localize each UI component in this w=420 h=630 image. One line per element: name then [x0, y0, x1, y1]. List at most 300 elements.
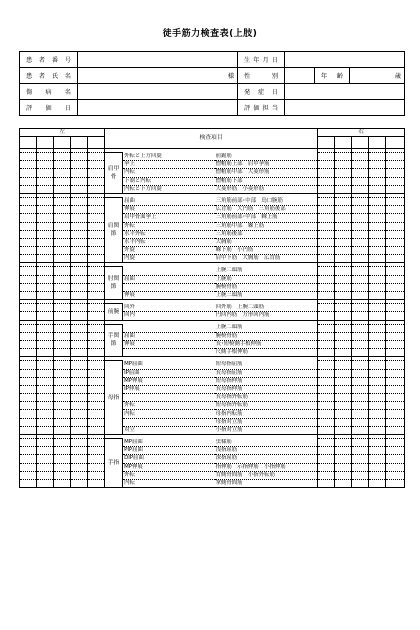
- right-score-cell[interactable]: [369, 161, 386, 169]
- left-score-cell[interactable]: [20, 177, 37, 185]
- right-score-cell[interactable]: [335, 340, 352, 348]
- right-score-cell[interactable]: [352, 230, 369, 238]
- right-score-cell[interactable]: [352, 304, 369, 312]
- left-score-cell[interactable]: [20, 418, 37, 426]
- left-score-cell[interactable]: [88, 267, 105, 275]
- left-score-cell[interactable]: [88, 247, 105, 255]
- left-score-cell[interactable]: [20, 340, 37, 348]
- left-score-cell[interactable]: [37, 455, 54, 463]
- left-score-cell[interactable]: [20, 324, 37, 332]
- left-score-cell[interactable]: [54, 439, 71, 447]
- left-score-cell[interactable]: [88, 410, 105, 418]
- right-score-cell[interactable]: [352, 177, 369, 185]
- left-score-cell[interactable]: [37, 402, 54, 410]
- right-score-cell[interactable]: [386, 394, 405, 402]
- disease-field[interactable]: [78, 84, 238, 100]
- right-score-cell[interactable]: [369, 304, 386, 312]
- right-score-cell[interactable]: [369, 267, 386, 275]
- right-score-cell[interactable]: [386, 349, 405, 357]
- right-score-cell[interactable]: [335, 222, 352, 230]
- right-score-cell[interactable]: [369, 230, 386, 238]
- left-score-cell[interactable]: [20, 161, 37, 169]
- left-score-cell[interactable]: [54, 426, 71, 434]
- right-score-cell[interactable]: [369, 463, 386, 471]
- right-score-cell[interactable]: [318, 402, 335, 410]
- left-score-cell[interactable]: [54, 340, 71, 348]
- right-score-cell[interactable]: [335, 324, 352, 332]
- left-score-cell[interactable]: [20, 304, 37, 312]
- right-score-cell[interactable]: [335, 418, 352, 426]
- right-score-cell[interactable]: [335, 447, 352, 455]
- right-score-cell[interactable]: [318, 385, 335, 393]
- left-score-cell[interactable]: [37, 238, 54, 246]
- left-score-cell[interactable]: [71, 177, 88, 185]
- left-score-cell[interactable]: [20, 230, 37, 238]
- right-score-cell[interactable]: [369, 369, 386, 377]
- left-score-cell[interactable]: [71, 463, 88, 471]
- right-score-cell[interactable]: [369, 255, 386, 263]
- right-score-cell[interactable]: [352, 349, 369, 357]
- left-score-cell[interactable]: [88, 153, 105, 161]
- left-score-cell[interactable]: [20, 214, 37, 222]
- right-score-cell[interactable]: [352, 479, 369, 487]
- right-score-cell[interactable]: [335, 426, 352, 434]
- left-score-cell[interactable]: [71, 361, 88, 369]
- right-score-cell[interactable]: [352, 377, 369, 385]
- right-score-cell[interactable]: [318, 283, 335, 291]
- right-score-cell[interactable]: [335, 238, 352, 246]
- right-score-cell[interactable]: [386, 463, 405, 471]
- left-score-cell[interactable]: [20, 197, 37, 205]
- right-score-cell[interactable]: [352, 255, 369, 263]
- left-score-cell[interactable]: [54, 369, 71, 377]
- left-score-cell[interactable]: [88, 230, 105, 238]
- left-score-cell[interactable]: [71, 197, 88, 205]
- right-score-cell[interactable]: [369, 247, 386, 255]
- left-score-cell[interactable]: [54, 230, 71, 238]
- right-score-cell[interactable]: [386, 324, 405, 332]
- left-score-cell[interactable]: [37, 349, 54, 357]
- left-score-cell[interactable]: [88, 161, 105, 169]
- left-score-cell[interactable]: [54, 385, 71, 393]
- right-score-cell[interactable]: [335, 267, 352, 275]
- left-score-cell[interactable]: [88, 283, 105, 291]
- right-score-cell[interactable]: [369, 394, 386, 402]
- right-score-cell[interactable]: [352, 471, 369, 479]
- left-score-cell[interactable]: [88, 426, 105, 434]
- right-score-cell[interactable]: [352, 222, 369, 230]
- left-score-cell[interactable]: [37, 222, 54, 230]
- left-score-cell[interactable]: [37, 169, 54, 177]
- right-score-cell[interactable]: [386, 340, 405, 348]
- left-score-cell[interactable]: [37, 177, 54, 185]
- left-score-cell[interactable]: [20, 349, 37, 357]
- left-score-cell[interactable]: [88, 238, 105, 246]
- left-score-cell[interactable]: [88, 275, 105, 283]
- right-score-cell[interactable]: [352, 324, 369, 332]
- right-score-cell[interactable]: [386, 418, 405, 426]
- age-field[interactable]: [350, 68, 405, 84]
- right-score-cell[interactable]: [352, 185, 369, 193]
- right-score-cell[interactable]: [386, 255, 405, 263]
- left-score-cell[interactable]: [71, 394, 88, 402]
- right-score-cell[interactable]: [352, 402, 369, 410]
- right-score-cell[interactable]: [352, 426, 369, 434]
- right-score-cell[interactable]: [318, 292, 335, 300]
- left-score-cell[interactable]: [20, 455, 37, 463]
- right-score-cell[interactable]: [386, 385, 405, 393]
- left-score-cell[interactable]: [54, 377, 71, 385]
- right-score-cell[interactable]: [369, 197, 386, 205]
- left-score-cell[interactable]: [54, 304, 71, 312]
- right-score-cell[interactable]: [369, 222, 386, 230]
- left-score-cell[interactable]: [37, 479, 54, 487]
- right-score-cell[interactable]: [386, 292, 405, 300]
- left-score-cell[interactable]: [71, 369, 88, 377]
- left-score-cell[interactable]: [37, 394, 54, 402]
- right-score-cell[interactable]: [369, 206, 386, 214]
- left-score-cell[interactable]: [37, 185, 54, 193]
- left-score-cell[interactable]: [88, 447, 105, 455]
- left-score-cell[interactable]: [54, 447, 71, 455]
- left-score-cell[interactable]: [20, 361, 37, 369]
- right-score-cell[interactable]: [352, 340, 369, 348]
- right-score-cell[interactable]: [318, 426, 335, 434]
- left-score-cell[interactable]: [54, 292, 71, 300]
- left-score-cell[interactable]: [37, 439, 54, 447]
- left-score-cell[interactable]: [37, 463, 54, 471]
- right-score-cell[interactable]: [335, 410, 352, 418]
- right-score-cell[interactable]: [335, 369, 352, 377]
- left-score-cell[interactable]: [71, 471, 88, 479]
- right-score-cell[interactable]: [369, 361, 386, 369]
- left-score-cell[interactable]: [54, 349, 71, 357]
- left-score-cell[interactable]: [20, 267, 37, 275]
- left-score-cell[interactable]: [88, 394, 105, 402]
- right-score-cell[interactable]: [369, 439, 386, 447]
- right-score-cell[interactable]: [352, 169, 369, 177]
- left-score-cell[interactable]: [54, 394, 71, 402]
- right-score-cell[interactable]: [369, 214, 386, 222]
- birth-date-field[interactable]: [285, 52, 405, 68]
- right-score-cell[interactable]: [369, 332, 386, 340]
- left-score-cell[interactable]: [88, 222, 105, 230]
- left-score-cell[interactable]: [71, 255, 88, 263]
- right-score-cell[interactable]: [386, 206, 405, 214]
- right-score-cell[interactable]: [318, 377, 335, 385]
- right-score-cell[interactable]: [386, 275, 405, 283]
- left-score-cell[interactable]: [71, 349, 88, 357]
- right-score-cell[interactable]: [335, 177, 352, 185]
- left-score-cell[interactable]: [54, 247, 71, 255]
- left-score-cell[interactable]: [37, 267, 54, 275]
- left-score-cell[interactable]: [88, 385, 105, 393]
- right-score-cell[interactable]: [318, 369, 335, 377]
- left-score-cell[interactable]: [37, 292, 54, 300]
- left-score-cell[interactable]: [71, 222, 88, 230]
- left-score-cell[interactable]: [71, 214, 88, 222]
- right-score-cell[interactable]: [318, 463, 335, 471]
- right-score-cell[interactable]: [352, 447, 369, 455]
- right-score-cell[interactable]: [352, 439, 369, 447]
- right-score-cell[interactable]: [369, 177, 386, 185]
- left-score-cell[interactable]: [88, 340, 105, 348]
- left-score-cell[interactable]: [71, 410, 88, 418]
- left-score-cell[interactable]: [20, 479, 37, 487]
- right-score-cell[interactable]: [318, 479, 335, 487]
- left-score-cell[interactable]: [37, 410, 54, 418]
- left-score-cell[interactable]: [71, 169, 88, 177]
- left-score-cell[interactable]: [54, 463, 71, 471]
- left-score-cell[interactable]: [71, 206, 88, 214]
- left-score-cell[interactable]: [71, 426, 88, 434]
- right-score-cell[interactable]: [386, 455, 405, 463]
- left-score-cell[interactable]: [88, 185, 105, 193]
- right-score-cell[interactable]: [386, 197, 405, 205]
- right-score-cell[interactable]: [352, 238, 369, 246]
- right-score-cell[interactable]: [369, 324, 386, 332]
- right-score-cell[interactable]: [352, 385, 369, 393]
- left-score-cell[interactable]: [54, 255, 71, 263]
- right-score-cell[interactable]: [386, 369, 405, 377]
- right-score-cell[interactable]: [369, 283, 386, 291]
- left-score-cell[interactable]: [71, 247, 88, 255]
- left-score-cell[interactable]: [20, 369, 37, 377]
- left-score-cell[interactable]: [54, 332, 71, 340]
- right-score-cell[interactable]: [352, 410, 369, 418]
- left-score-cell[interactable]: [54, 418, 71, 426]
- left-score-cell[interactable]: [37, 312, 54, 320]
- right-score-cell[interactable]: [352, 312, 369, 320]
- right-score-cell[interactable]: [318, 275, 335, 283]
- right-score-cell[interactable]: [335, 275, 352, 283]
- patient-name-field[interactable]: [78, 68, 238, 84]
- right-score-cell[interactable]: [318, 447, 335, 455]
- right-score-cell[interactable]: [335, 361, 352, 369]
- left-score-cell[interactable]: [71, 185, 88, 193]
- right-score-cell[interactable]: [386, 439, 405, 447]
- left-score-cell[interactable]: [20, 283, 37, 291]
- right-score-cell[interactable]: [369, 426, 386, 434]
- left-score-cell[interactable]: [71, 304, 88, 312]
- left-score-cell[interactable]: [20, 185, 37, 193]
- evaluator-field[interactable]: [285, 100, 405, 116]
- left-score-cell[interactable]: [54, 479, 71, 487]
- left-score-cell[interactable]: [88, 304, 105, 312]
- right-score-cell[interactable]: [318, 410, 335, 418]
- left-score-cell[interactable]: [54, 455, 71, 463]
- left-score-cell[interactable]: [37, 161, 54, 169]
- left-score-cell[interactable]: [71, 447, 88, 455]
- left-score-cell[interactable]: [20, 238, 37, 246]
- right-score-cell[interactable]: [352, 394, 369, 402]
- left-score-cell[interactable]: [54, 324, 71, 332]
- right-score-cell[interactable]: [369, 377, 386, 385]
- right-score-cell[interactable]: [335, 214, 352, 222]
- right-score-cell[interactable]: [369, 292, 386, 300]
- right-score-cell[interactable]: [352, 463, 369, 471]
- right-score-cell[interactable]: [352, 161, 369, 169]
- right-score-cell[interactable]: [335, 247, 352, 255]
- right-score-cell[interactable]: [318, 197, 335, 205]
- left-score-cell[interactable]: [71, 455, 88, 463]
- right-score-cell[interactable]: [352, 418, 369, 426]
- right-score-cell[interactable]: [318, 153, 335, 161]
- right-score-cell[interactable]: [352, 153, 369, 161]
- right-score-cell[interactable]: [386, 332, 405, 340]
- right-score-cell[interactable]: [386, 222, 405, 230]
- right-score-cell[interactable]: [386, 185, 405, 193]
- right-score-cell[interactable]: [335, 283, 352, 291]
- right-score-cell[interactable]: [335, 169, 352, 177]
- left-score-cell[interactable]: [37, 377, 54, 385]
- right-score-cell[interactable]: [318, 455, 335, 463]
- left-score-cell[interactable]: [37, 275, 54, 283]
- right-score-cell[interactable]: [369, 471, 386, 479]
- right-score-cell[interactable]: [386, 169, 405, 177]
- left-score-cell[interactable]: [88, 471, 105, 479]
- left-score-cell[interactable]: [71, 479, 88, 487]
- right-score-cell[interactable]: [335, 304, 352, 312]
- right-score-cell[interactable]: [318, 161, 335, 169]
- right-score-cell[interactable]: [386, 177, 405, 185]
- right-score-cell[interactable]: [335, 402, 352, 410]
- left-score-cell[interactable]: [88, 361, 105, 369]
- left-score-cell[interactable]: [88, 206, 105, 214]
- left-score-cell[interactable]: [71, 332, 88, 340]
- right-score-cell[interactable]: [318, 340, 335, 348]
- left-score-cell[interactable]: [88, 332, 105, 340]
- left-score-cell[interactable]: [71, 340, 88, 348]
- left-score-cell[interactable]: [37, 340, 54, 348]
- left-score-cell[interactable]: [20, 402, 37, 410]
- left-score-cell[interactable]: [20, 410, 37, 418]
- right-score-cell[interactable]: [369, 185, 386, 193]
- right-score-cell[interactable]: [369, 479, 386, 487]
- patient-no-field[interactable]: [78, 52, 238, 68]
- right-score-cell[interactable]: [335, 255, 352, 263]
- right-score-cell[interactable]: [335, 292, 352, 300]
- left-score-cell[interactable]: [20, 247, 37, 255]
- left-score-cell[interactable]: [37, 447, 54, 455]
- right-score-cell[interactable]: [318, 324, 335, 332]
- left-score-cell[interactable]: [88, 455, 105, 463]
- left-score-cell[interactable]: [71, 275, 88, 283]
- right-score-cell[interactable]: [352, 292, 369, 300]
- right-score-cell[interactable]: [386, 304, 405, 312]
- left-score-cell[interactable]: [20, 222, 37, 230]
- left-score-cell[interactable]: [20, 169, 37, 177]
- right-score-cell[interactable]: [369, 275, 386, 283]
- left-score-cell[interactable]: [88, 169, 105, 177]
- left-score-cell[interactable]: [54, 267, 71, 275]
- right-score-cell[interactable]: [335, 349, 352, 357]
- left-score-cell[interactable]: [37, 418, 54, 426]
- left-score-cell[interactable]: [88, 324, 105, 332]
- right-score-cell[interactable]: [386, 247, 405, 255]
- left-score-cell[interactable]: [71, 312, 88, 320]
- right-score-cell[interactable]: [318, 471, 335, 479]
- left-score-cell[interactable]: [71, 238, 88, 246]
- right-score-cell[interactable]: [369, 410, 386, 418]
- left-score-cell[interactable]: [20, 447, 37, 455]
- right-score-cell[interactable]: [318, 361, 335, 369]
- right-score-cell[interactable]: [369, 169, 386, 177]
- right-score-cell[interactable]: [352, 283, 369, 291]
- right-score-cell[interactable]: [352, 214, 369, 222]
- left-score-cell[interactable]: [71, 161, 88, 169]
- right-score-cell[interactable]: [318, 238, 335, 246]
- left-score-cell[interactable]: [54, 153, 71, 161]
- right-score-cell[interactable]: [335, 385, 352, 393]
- eval-date-field[interactable]: [78, 100, 238, 116]
- right-score-cell[interactable]: [335, 312, 352, 320]
- left-score-cell[interactable]: [37, 332, 54, 340]
- left-score-cell[interactable]: [71, 230, 88, 238]
- left-score-cell[interactable]: [37, 426, 54, 434]
- right-score-cell[interactable]: [369, 402, 386, 410]
- right-score-cell[interactable]: [369, 238, 386, 246]
- left-score-cell[interactable]: [71, 292, 88, 300]
- right-score-cell[interactable]: [352, 455, 369, 463]
- right-score-cell[interactable]: [352, 275, 369, 283]
- left-score-cell[interactable]: [54, 222, 71, 230]
- left-score-cell[interactable]: [54, 206, 71, 214]
- right-score-cell[interactable]: [335, 161, 352, 169]
- left-score-cell[interactable]: [20, 471, 37, 479]
- left-score-cell[interactable]: [54, 312, 71, 320]
- left-score-cell[interactable]: [54, 238, 71, 246]
- left-score-cell[interactable]: [54, 161, 71, 169]
- left-score-cell[interactable]: [20, 385, 37, 393]
- left-score-cell[interactable]: [71, 385, 88, 393]
- right-score-cell[interactable]: [386, 161, 405, 169]
- right-score-cell[interactable]: [386, 479, 405, 487]
- left-score-cell[interactable]: [54, 361, 71, 369]
- left-score-cell[interactable]: [20, 206, 37, 214]
- right-score-cell[interactable]: [369, 153, 386, 161]
- left-score-cell[interactable]: [71, 324, 88, 332]
- left-score-cell[interactable]: [54, 169, 71, 177]
- left-score-cell[interactable]: [54, 471, 71, 479]
- right-score-cell[interactable]: [335, 332, 352, 340]
- right-score-cell[interactable]: [352, 267, 369, 275]
- right-score-cell[interactable]: [386, 447, 405, 455]
- right-score-cell[interactable]: [335, 471, 352, 479]
- left-score-cell[interactable]: [88, 377, 105, 385]
- right-score-cell[interactable]: [369, 349, 386, 357]
- right-score-cell[interactable]: [352, 361, 369, 369]
- left-score-cell[interactable]: [20, 426, 37, 434]
- onset-date-field[interactable]: [285, 84, 405, 100]
- right-score-cell[interactable]: [386, 410, 405, 418]
- right-score-cell[interactable]: [386, 312, 405, 320]
- right-score-cell[interactable]: [335, 185, 352, 193]
- left-score-cell[interactable]: [20, 292, 37, 300]
- right-score-cell[interactable]: [318, 185, 335, 193]
- left-score-cell[interactable]: [71, 267, 88, 275]
- left-score-cell[interactable]: [20, 332, 37, 340]
- right-score-cell[interactable]: [318, 418, 335, 426]
- left-score-cell[interactable]: [54, 402, 71, 410]
- right-score-cell[interactable]: [386, 361, 405, 369]
- left-score-cell[interactable]: [37, 471, 54, 479]
- left-score-cell[interactable]: [71, 283, 88, 291]
- left-score-cell[interactable]: [54, 214, 71, 222]
- left-score-cell[interactable]: [20, 255, 37, 263]
- right-score-cell[interactable]: [335, 479, 352, 487]
- right-score-cell[interactable]: [369, 312, 386, 320]
